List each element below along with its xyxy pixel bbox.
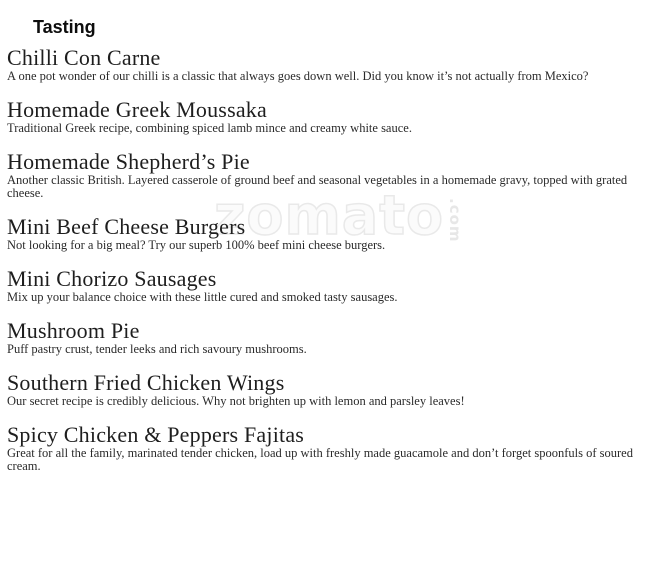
- menu-item: [7, 46, 645, 83]
- menu-item-description: Great for all the family, marinated tender chicken, load up with freshly made guacamole and don’t forget spoonfuls of soured cream.: [7, 446, 633, 473]
- menu-item-name: Chilli Con Carne: [7, 45, 161, 70]
- menu-item: [7, 423, 645, 473]
- menu-item-name: Homemade Shepherd’s Pie: [7, 149, 250, 174]
- menu-item: [7, 98, 645, 135]
- menu-item: [7, 215, 645, 252]
- menu-item-name: Mini Beef Cheese Burgers: [7, 214, 246, 239]
- menu-item: [7, 267, 645, 304]
- menu-item-description: Another classic British. Layered casserole of ground beef and seasonal vegetables in a homemade gravy, topped with grated cheese.: [7, 173, 628, 200]
- menu-item-name: Spicy Chicken & Peppers Fajitas: [7, 422, 305, 447]
- menu-item-description: A one pot wonder of our chilli is a classic that always goes down well. Did you know it’s not actually from Mexico?: [7, 69, 589, 83]
- menu-list: [7, 46, 645, 473]
- menu-item: [7, 150, 645, 200]
- menu-item-description: Traditional Greek recipe, combining spiced lamb mince and creamy white sauce.: [7, 121, 412, 135]
- watermark-suffix: .com: [446, 198, 465, 243]
- menu-item-description: Our secret recipe is credibly delicious. Why not brighten up with lemon and parsley leaves!: [7, 394, 465, 408]
- menu-item: [7, 371, 645, 408]
- menu-item-description: Mix up your balance choice with these little cured and smoked tasty sausages.: [7, 290, 398, 304]
- section-title: Tasting: [33, 17, 96, 37]
- menu-item-description: Puff pastry crust, tender leeks and rich savoury mushrooms.: [7, 342, 307, 356]
- menu-item-name: Homemade Greek Moussaka: [7, 97, 267, 122]
- menu-item-name: Mushroom Pie: [7, 318, 140, 343]
- watermark-text: zomato: [214, 184, 445, 247]
- menu-item-name: Southern Fried Chicken Wings: [7, 370, 285, 395]
- menu-item-description: Not looking for a big meal? Try our superb 100% beef mini cheese burgers.: [7, 238, 386, 252]
- menu-item-name: Mini Chorizo Sausages: [7, 266, 217, 291]
- menu-item: [7, 319, 645, 356]
